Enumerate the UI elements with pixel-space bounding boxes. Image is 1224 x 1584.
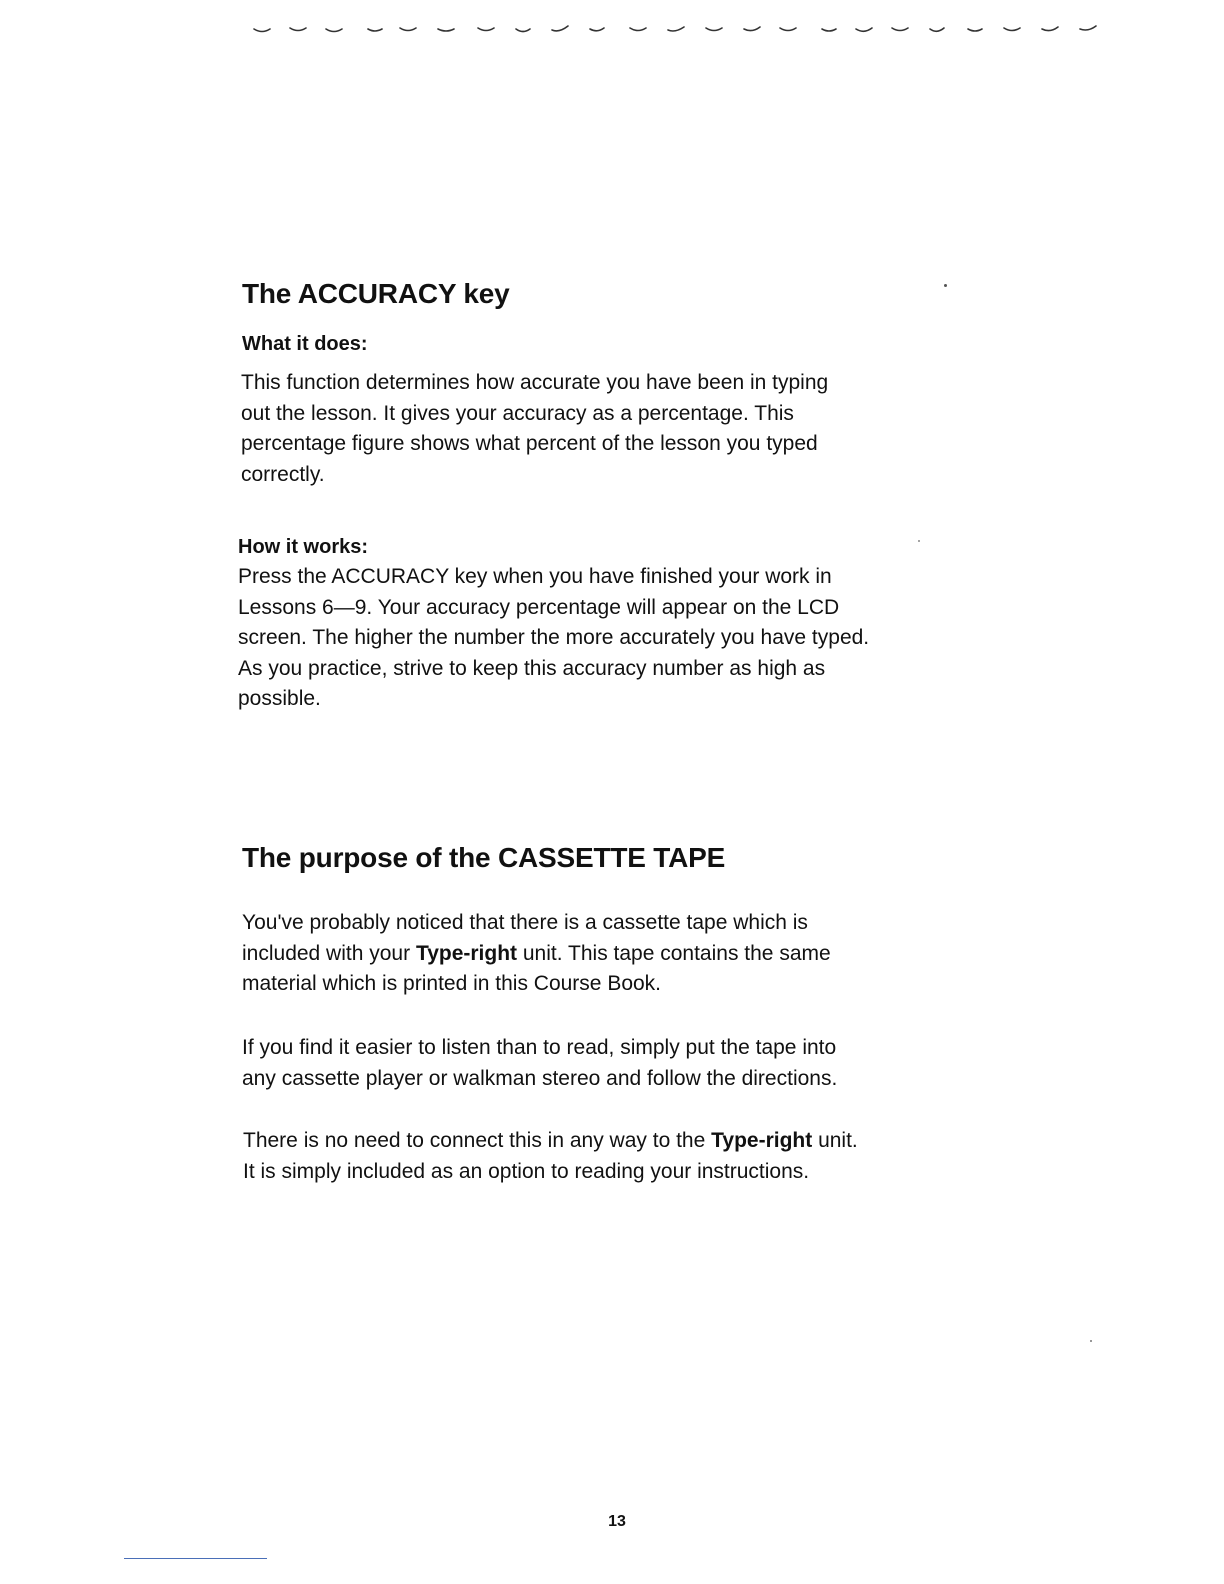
- binding-mark: [290, 28, 306, 31]
- what-line-3: percentage figure shows what percent of the lesson you typed: [241, 432, 818, 455]
- binding-mark: [400, 28, 416, 31]
- binding-mark: [326, 29, 342, 32]
- binding-mark: [822, 29, 836, 31]
- binding-mark: [630, 28, 646, 31]
- accuracy-heading: The ACCURACY key: [242, 278, 510, 309]
- how-line-4: As you practice, strive to keep this accuracy number as high as: [238, 656, 826, 680]
- binding-mark: [1004, 28, 1020, 31]
- what-it-does-label: What it does:: [242, 333, 368, 355]
- binding-mark: [856, 28, 872, 31]
- scan-speck: [918, 540, 920, 542]
- what-line-1: This function determines how accurate you have been in typing: [241, 371, 829, 394]
- cassette-paragraph-2: [242, 1033, 976, 1094]
- binding-mark: [892, 28, 908, 31]
- binding-mark: [438, 29, 454, 31]
- how-it-works-paragraph: [238, 562, 970, 715]
- cassette-heading: The purpose of the CASSETTE TAPE: [242, 842, 726, 873]
- cassette-p1-line-2: [242, 939, 976, 970]
- binding-mark: [744, 27, 760, 31]
- cassette-paragraph-3: [243, 1126, 976, 1187]
- how-line-3: screen. The higher the number the more accurately you have typed.: [238, 626, 870, 649]
- cassette-p1-line-3: material which is printed in this Course Book.: [242, 972, 662, 995]
- cassette-p1-text: included with your: [242, 941, 416, 965]
- binding-mark: [368, 29, 382, 31]
- binding-mark: [254, 29, 270, 32]
- binding-mark: [1042, 27, 1058, 31]
- cassette-p1-text: unit. This tape contains the same: [517, 941, 831, 965]
- type-right-brand: Type-right: [415, 941, 518, 965]
- how-line-1: Press the ACCURACY key when you have finished your work in: [238, 565, 832, 588]
- binding-mark: [968, 29, 982, 31]
- cassette-p2-line-2: any cassette player or walkman stereo and follow the directions.: [242, 1066, 838, 1090]
- binding-mark: [478, 28, 494, 31]
- what-line-2: out the lesson. It gives your accuracy as a percentage. This: [241, 401, 794, 425]
- cassette-paragraph-1: [242, 908, 976, 1000]
- binding-mark: [780, 28, 796, 31]
- binding-mark: [706, 28, 722, 31]
- how-it-works-label: How it works:: [238, 536, 369, 558]
- type-right-brand: Type-right: [711, 1129, 813, 1152]
- footer-rule: [124, 1558, 267, 1559]
- binding-mark: [930, 28, 944, 31]
- scan-speck: [1090, 1340, 1092, 1342]
- binding-mark: [516, 29, 530, 32]
- what-line-4: correctly.: [241, 462, 325, 486]
- binding-mark: [590, 28, 604, 31]
- binding-marks: [250, 18, 1110, 42]
- cassette-p3-text: There is no need to connect this in any way to the: [243, 1129, 712, 1152]
- cassette-p2-line-1: If you find it easier to listen than to read, simply put the tape into: [242, 1036, 837, 1059]
- how-line-5: possible.: [238, 687, 321, 710]
- cassette-p1-line-1: You've probably noticed that there is a cassette tape which is: [242, 911, 808, 934]
- binding-mark: [552, 26, 568, 31]
- cassette-p3-line-2: It is simply included as an option to reading your instructions.: [243, 1159, 810, 1183]
- scan-speck: [944, 284, 947, 287]
- cassette-p3-line-1: [243, 1126, 976, 1157]
- what-it-does-paragraph: [241, 368, 975, 490]
- binding-mark: [668, 27, 684, 31]
- page-number: 13: [608, 1513, 626, 1530]
- binding-mark: [1080, 26, 1096, 30]
- how-line-2: Lessons 6—9. Your accuracy percentage will appear on the LCD: [238, 595, 840, 619]
- cassette-p3-text: unit.: [812, 1129, 858, 1152]
